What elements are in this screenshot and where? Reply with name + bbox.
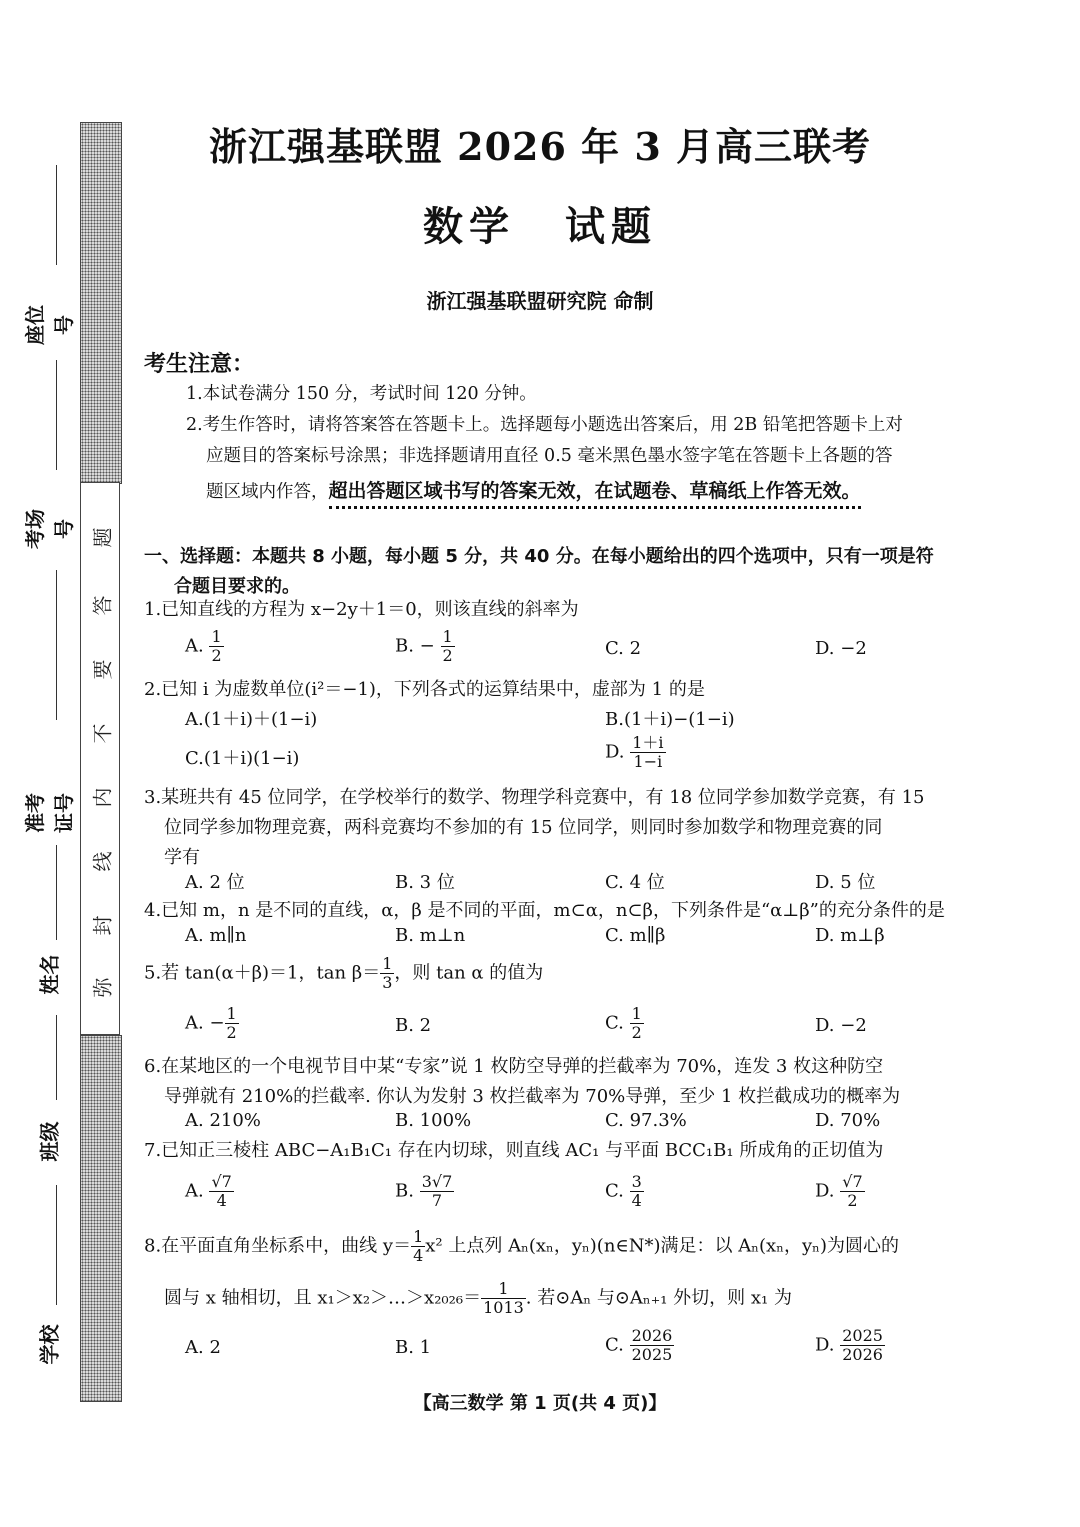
q2-option-b: B.(1＋i)−(1−i): [605, 709, 735, 730]
notice-item-2-line-3: [206, 476, 861, 508]
q7-option-a: [185, 1173, 234, 1210]
denominator: 2025: [631, 1345, 673, 1364]
denominator: 7: [431, 1191, 443, 1210]
q4-option-d: D. m⊥β: [815, 925, 885, 946]
fraction: [411, 1228, 425, 1265]
q5-option-b: B. 2: [395, 1015, 432, 1036]
subject-title: 数学 试题: [423, 203, 657, 250]
q4-option-c: C. m∥β: [605, 925, 666, 946]
warning-char: 不: [90, 723, 115, 744]
class-line[interactable]: [56, 1015, 57, 1100]
stem-text: ，则 tan α 的值为: [394, 962, 544, 984]
q7-option-b: [395, 1173, 454, 1210]
school-label: 学校: [37, 1324, 62, 1365]
option-label: D.: [815, 1180, 835, 1202]
option-label: C.: [605, 1012, 624, 1034]
numerator: 3: [631, 1172, 642, 1191]
section-line-1: 一、选择题：本题共 8 小题，每小题 5 分，共 40 分。在每小题给出的四个选项中，只有一项是符: [144, 546, 934, 567]
q6-option-b: B. 100%: [395, 1110, 472, 1131]
q1-option-b: [395, 628, 455, 665]
q6-option-d: D. 70%: [815, 1110, 881, 1131]
question-4-stem: 4.已知 m，n 是不同的直线，α，β 是不同的平面，m⊂α，n⊂β，下列条件是“α⊥β”的充分条件的是: [144, 900, 945, 921]
q8-option-a: A. 2: [185, 1337, 221, 1358]
denominator: 1013: [483, 1298, 524, 1317]
numerator: 1: [442, 627, 453, 646]
denominator: 2: [631, 1023, 642, 1042]
option-label: B. −: [395, 635, 435, 657]
q7-option-d: [815, 1173, 865, 1210]
option-label: A.: [185, 1180, 204, 1202]
q1-option-d: D. −2: [815, 638, 867, 659]
numerator: 1＋i: [632, 733, 664, 752]
fraction: [225, 1005, 239, 1042]
exam-title: 浙江强基联盟 2026 年 3 月高三联考: [208, 124, 872, 169]
option-label: A.: [185, 635, 204, 657]
fraction: [481, 1280, 526, 1317]
option-label: D.: [815, 1334, 835, 1356]
q1-option-a: [185, 628, 224, 665]
warning-char: 要: [90, 659, 115, 680]
fraction: [630, 1173, 644, 1210]
numerator: 1: [226, 1004, 237, 1023]
warning-char: 弥: [90, 977, 115, 998]
fraction: [420, 1173, 455, 1210]
q3-option-b: B. 3 位: [395, 872, 455, 893]
section-heading: [144, 542, 1004, 602]
warning-char: 线: [90, 851, 115, 872]
fraction: [840, 1173, 864, 1210]
fraction: [630, 1005, 644, 1042]
numerator: 1: [211, 627, 222, 646]
school-line[interactable]: [56, 1185, 57, 1305]
notice-emphasis: 超出答题区域书写的答案无效，在试题卷、草稿纸上作答无效。: [329, 480, 861, 509]
numerator: 1: [413, 1227, 424, 1246]
denominator: 2026: [842, 1345, 883, 1364]
stem-text: 5.若 tan(α＋β)＝1，tan β＝: [144, 962, 381, 984]
q6-option-c: C. 97.3%: [605, 1110, 687, 1131]
q3-option-a: A. 2 位: [185, 872, 245, 893]
numerator: √7: [842, 1172, 863, 1191]
fraction: [209, 628, 223, 665]
admission-number-label: 准考证号: [23, 793, 76, 833]
exam-room-label: 考场号: [23, 509, 76, 549]
denominator: 2: [226, 1023, 237, 1042]
option-label: D.: [605, 741, 625, 763]
stem-text: 8.在平面直角坐标系中，曲线 y＝: [144, 1235, 412, 1257]
fraction: [840, 1327, 885, 1364]
section-line-2: 合题目要求的。: [174, 576, 300, 597]
page-footer: 【高三数学 第 1 页(共 4 页)】: [413, 1393, 667, 1414]
q8-option-d: [815, 1327, 885, 1364]
class-label: 班级: [37, 1121, 62, 1162]
q5-option-d: D. −2: [815, 1015, 867, 1036]
notice-item-2-line-2: 应题目的答案标号涂黑；非选择题请用直径 0.5 毫米黑色墨水签字笔在答题卡上各题的答: [206, 446, 893, 466]
numerator: 1: [481, 1280, 526, 1299]
notice-item-2-line-1: 2.考生作答时，请将答案答在答题卡上。选择题每小题选出答案后，用 2B 铅笔把答题卡上对: [186, 415, 903, 435]
q8-option-c: [605, 1327, 674, 1364]
notice-text: 题区域内作答，: [206, 482, 329, 502]
q6-option-a: A. 210%: [185, 1110, 261, 1131]
question-1-stem: 1.已知直线的方程为 x−2y＋1＝0，则该直线的斜率为: [144, 599, 579, 620]
numerator: 2025: [842, 1326, 883, 1345]
warning-char: 封: [90, 915, 115, 936]
fraction: [441, 628, 455, 665]
admission-number-line[interactable]: [56, 570, 57, 720]
warning-char: 答: [90, 595, 115, 616]
binding-strip-bottom: [80, 1035, 122, 1402]
option-label: C.: [605, 1180, 624, 1202]
question-6-stem: [144, 1052, 1004, 1112]
q3-option-c: C. 4 位: [605, 872, 665, 893]
numerator: 1: [631, 1004, 642, 1023]
numerator: 3√7: [421, 1172, 453, 1191]
question-5-stem: [144, 955, 1004, 992]
question-7-stem: 7.已知正三棱柱 ABC−A₁B₁C₁ 存在内切球，则直线 AC₁ 与平面 BCC₁B₁ 所成角的正切值为: [144, 1140, 884, 1161]
denominator: 1−i: [633, 752, 663, 771]
q3-line-3: 学有: [164, 847, 200, 868]
option-label: B.: [395, 1180, 414, 1202]
notice-item-1: 1.本试卷满分 150 分，考试时间 120 分钟。: [186, 384, 537, 404]
q4-option-b: B. m⊥n: [395, 925, 466, 946]
q5-option-c: [605, 1005, 644, 1042]
warning-char: 题: [90, 527, 115, 548]
q1-option-c: C. 2: [605, 638, 642, 659]
q5-option-a: [185, 1005, 239, 1042]
question-8-line-2: [164, 1280, 1024, 1317]
denominator: 4: [216, 1191, 227, 1210]
fraction: [209, 1173, 233, 1210]
q3-line-2: 位同学参加物理竞赛，两科竞赛均不参加的有 15 位同学，则同时参加数学和物理竞赛的同: [164, 817, 883, 838]
question-8-line-1: [144, 1228, 1004, 1265]
option-label: A. −: [185, 1012, 225, 1034]
denominator: 2: [211, 646, 222, 665]
q3-line-1: 3.某班共有 45 位同学，在学校举行的数学、物理学科竞赛中，有 18 位同学参加数学竞赛，有 15: [144, 787, 925, 808]
fraction: [630, 734, 665, 771]
author-line: 浙江强基联盟研究院 命制: [426, 289, 654, 313]
q2-option-a: A.(1＋i)＋(1−i): [185, 709, 318, 730]
fraction: [630, 1327, 675, 1364]
denominator: 4: [631, 1191, 642, 1210]
notice-heading: 考生注意：: [144, 352, 255, 377]
denominator: 2: [442, 646, 453, 665]
denominator: 2: [847, 1191, 858, 1210]
question-3-stem: [144, 783, 1004, 873]
q4-option-a: A. m∥n: [185, 925, 247, 946]
q6-line-1: 6.在某地区的一个电视节目中某“专家”说 1 枚防空导弹的拦截率为 70%，连发 3 枚这种防空: [144, 1056, 884, 1077]
seat-number-label: 座位号: [23, 305, 76, 345]
question-2-stem: 2.已知 i 为虚数单位(i²＝−1)，下列各式的运算结果中，虚部为 1 的是: [144, 679, 705, 700]
q2-option-c: C.(1＋i)(1−i): [185, 748, 300, 769]
q6-line-2: 导弹就有 210%的拦截率. 你认为发射 3 枚拦截率为 70%导弹，至少 1 枚拦截成功的概率为: [164, 1086, 901, 1107]
stem-text: 圆与 x 轴相切，且 x₁＞x₂＞…＞x₂₀₂₆＝: [164, 1287, 482, 1309]
q7-option-c: [605, 1173, 644, 1210]
stem-text: x² 上点列 Aₙ(xₙ，yₙ)(n∈N*)满足：以 Aₙ(xₙ，yₙ)为圆心的: [425, 1235, 899, 1257]
denominator: 3: [382, 973, 393, 992]
q2-option-d: [605, 734, 666, 771]
option-label: C.: [605, 1334, 624, 1356]
denominator: 4: [413, 1246, 424, 1265]
stem-text: . 若⊙Aₙ 与⊙Aₙ₊₁ 外切，则 x₁ 为: [525, 1287, 792, 1309]
q8-option-b: B. 1: [395, 1337, 432, 1358]
q3-option-d: D. 5 位: [815, 872, 876, 893]
warning-char: 内: [90, 787, 115, 808]
exam-room-line[interactable]: [56, 360, 57, 470]
name-label: 姓名: [37, 954, 62, 995]
numerator: √7: [211, 1172, 232, 1191]
binding-strip-middle: [80, 482, 120, 1035]
name-line[interactable]: [56, 845, 57, 940]
numerator: 2026: [631, 1326, 673, 1345]
fraction: [380, 955, 394, 992]
numerator: 1: [382, 954, 393, 973]
